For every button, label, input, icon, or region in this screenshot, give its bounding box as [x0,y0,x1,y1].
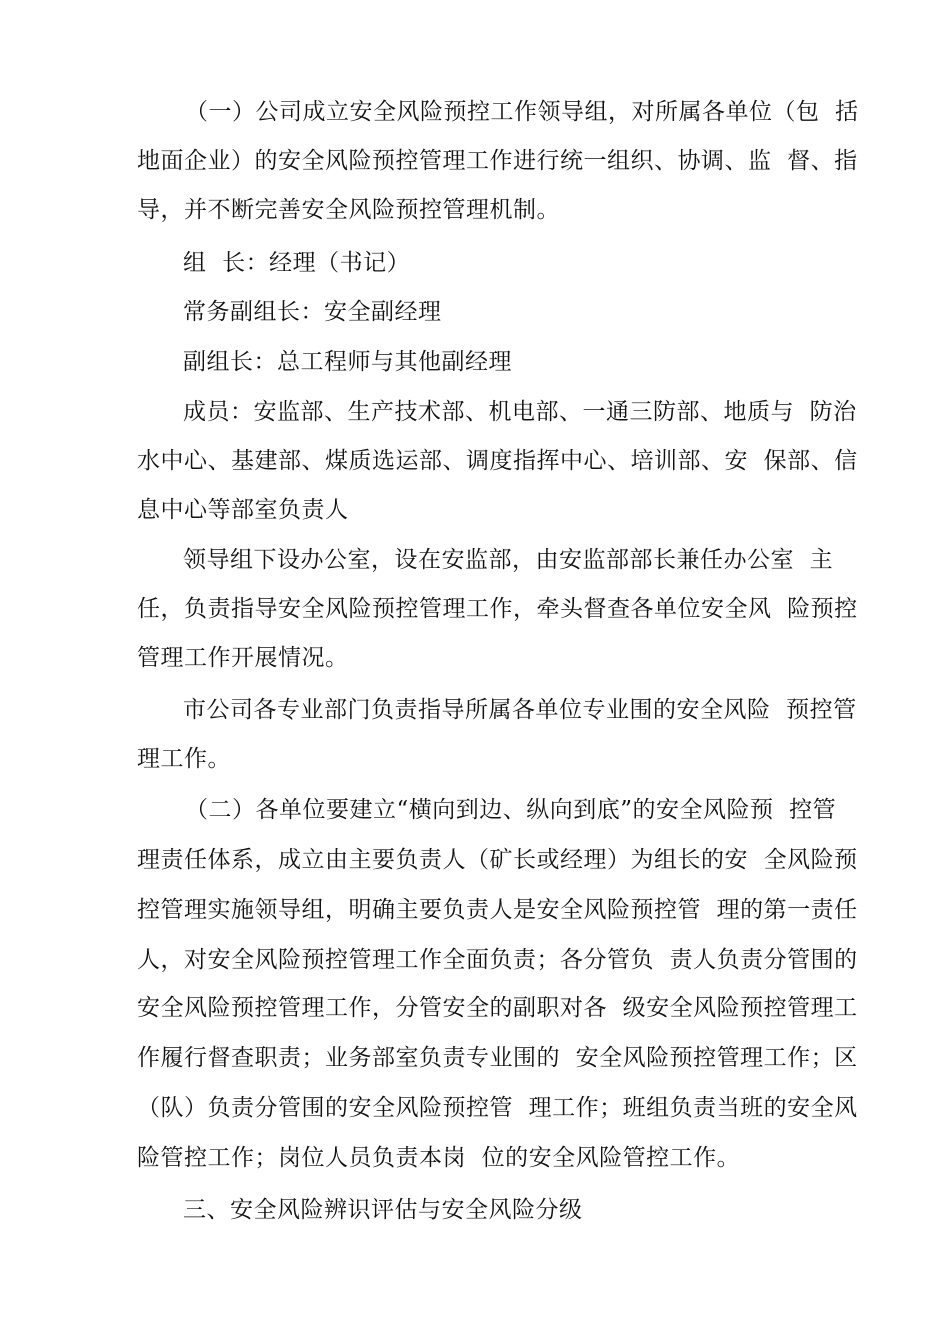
section-heading: 三、安全风险辨识评估与安全风险分级 [183,1197,583,1223]
paragraph-line: 市公司各专业部门负责指导所属各单位专业围的安全风险 预控管 [183,697,857,723]
paragraph-line: 控管理实施领导组，明确主要负责人是安全风险预控管 理的第一责任 [137,897,858,923]
paragraph-line: 险管控工作；岗位人员负责本岗 位的安全风险管控工作。 [137,1145,741,1171]
paragraph-line: 组 长：经理（书记） [183,250,411,276]
paragraph-line: 息中心等部室负责人 [137,497,349,523]
paragraph-line: （一）公司成立安全风险预控工作领导组，对所属各单位（包 括 [185,99,859,125]
paragraph-line: 副组长：总工程师与其他副经理 [183,349,512,375]
paragraph-line: 领导组下设办公室，设在安监部，由安监部部长兼任办公室 主 [183,547,834,573]
paragraph-line: 安全风险预控管理工作，分管安全的副职对各 级安全风险预控管理工 [137,995,858,1021]
paragraph-line: 管理工作开展情况。 [137,645,349,671]
paragraph-line: 理责任体系，成立由主要负责人（矿长或经理）为组长的安 全风险预 [137,847,858,873]
paragraph-line: 地面企业）的安全风险预控管理工作进行统一组织、协调、监 督、指 [137,148,858,174]
paragraph-line: 成员：安监部、生产技术部、机电部、一通三防部、地质与 防治 [183,399,857,425]
paragraph-line: 人，对安全风险预控管理工作全面负责；各分管负 责人负责分管围的 [137,947,858,973]
paragraph-line: 水中心、基建部、煤质选运部、调度指挥中心、培训部、安 保部、信 [137,448,858,474]
paragraph-line: 常务副组长：安全副经理 [183,299,442,325]
paragraph-line: 理工作。 [137,746,231,772]
paragraph-line: （队）负责分管围的安全风险预控管 理工作；班组负责当班的安全风 [137,1095,858,1121]
paragraph-line: 任，负责指导安全风险预控管理工作，牵头督查各单位安全风 险预控 [137,596,858,622]
paragraph-line: （二）各单位要建立“横向到边、纵向到底”的安全风险预 控管 [185,797,837,823]
paragraph-line: 导，并不断完善安全风险预控管理机制。 [137,197,560,223]
paragraph-line: 作履行督查职责；业务部室负责专业围的 安全风险预控管理工作；区 [137,1045,858,1071]
